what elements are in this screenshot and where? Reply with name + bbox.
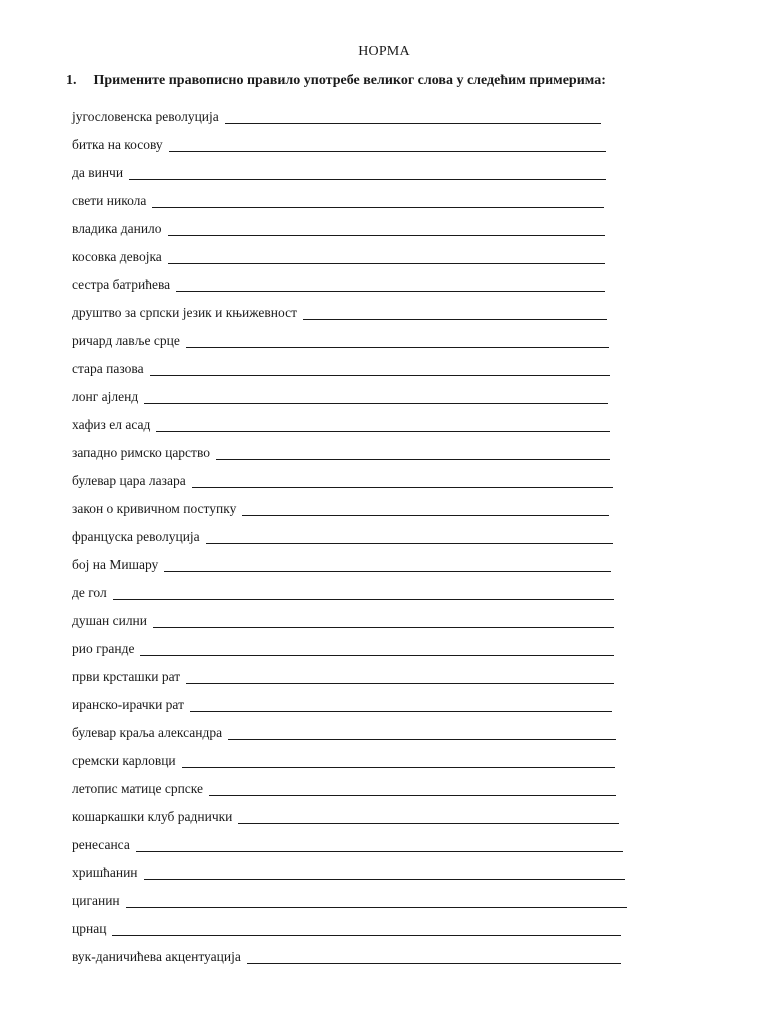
exercise-row [72,884,632,912]
answer-line[interactable] [186,330,609,348]
exercise-list [72,100,632,968]
answer-line[interactable] [156,414,610,432]
answer-line[interactable] [164,554,611,572]
exercise-row [72,912,632,940]
exercise-term: циганин [72,893,120,908]
answer-line[interactable] [176,274,605,292]
page-title: НОРМА [358,44,410,59]
answer-line[interactable] [140,638,614,656]
exercise-term: хафиз ел асад [72,417,151,432]
answer-line[interactable] [182,750,615,768]
exercise-row [72,660,632,688]
exercise-row [72,604,632,632]
answer-line[interactable] [238,806,619,824]
exercise-term: булевар цара лазара [72,473,186,488]
answer-line[interactable] [186,666,614,684]
exercise-row [72,828,632,856]
exercise-term: први крсташки рат [72,669,181,684]
answer-line[interactable] [228,722,616,740]
exercise-term: сремски карловци [72,753,176,768]
exercise-term: западно римско царство [72,445,210,460]
exercise-term: ренесанса [72,837,130,852]
exercise-row [72,800,632,828]
answer-line[interactable] [168,218,605,236]
answer-line[interactable] [129,162,606,180]
exercise-row [72,940,632,968]
exercise-row [72,268,632,296]
answer-line[interactable] [153,610,614,628]
answer-line[interactable] [209,778,616,796]
answer-line[interactable] [152,190,604,208]
exercise-term: хришћанин [72,865,138,880]
exercise-row [72,772,632,800]
answer-line[interactable] [192,470,613,488]
exercise-row [72,716,632,744]
exercise-term: вук-даничићева акцентуација [72,949,241,964]
exercise-row [72,324,632,352]
exercise-term: црнац [72,921,107,936]
exercise-term: бој на Мишару [72,557,159,572]
answer-line[interactable] [247,946,621,964]
exercise-term: југословенска револуција [72,109,219,124]
exercise-term: француска револуција [72,529,200,544]
answer-line[interactable] [303,302,607,320]
exercise-row [72,520,632,548]
exercise-term: летопис матице српске [72,781,203,796]
exercise-row [72,576,632,604]
exercise-row [72,464,632,492]
exercise-row [72,352,632,380]
answer-line[interactable] [216,442,610,460]
exercise-row [72,744,632,772]
exercise-row [72,240,632,268]
exercise-term: свети никола [72,193,147,208]
task-instruction [66,73,606,89]
task-number: 1. [66,73,77,88]
exercise-row [72,156,632,184]
exercise-row [72,856,632,884]
exercise-row [72,632,632,660]
exercise-term: косовка девојка [72,249,162,264]
answer-line[interactable] [242,498,609,516]
exercise-term: закон о кривичном поступку [72,501,237,516]
task-text: Примените правописно правило употребе великог слова у следећим примерима: [93,73,606,88]
answer-line[interactable] [150,358,610,376]
exercise-term: стара пазова [72,361,144,376]
exercise-row [72,212,632,240]
exercise-row [72,296,632,324]
exercise-row [72,436,632,464]
exercise-term: сестра батрићева [72,277,171,292]
exercise-term: булевар краља александра [72,725,223,740]
answer-line[interactable] [136,834,623,852]
exercise-row [72,548,632,576]
exercise-term: друштво за српски језик и књижевност [72,305,297,320]
exercise-term: иранско-ирачки рат [72,697,184,712]
answer-line[interactable] [206,526,613,544]
exercise-term: битка на косову [72,137,163,152]
answer-line[interactable] [112,918,621,936]
exercise-term: де гол [72,585,107,600]
exercise-term: ричард лавље срце [72,333,180,348]
answer-line[interactable] [168,246,605,264]
answer-line[interactable] [144,386,608,404]
exercise-row [72,380,632,408]
answer-line[interactable] [144,862,625,880]
exercise-row [72,688,632,716]
exercise-row [72,408,632,436]
answer-line[interactable] [113,582,614,600]
exercise-term: лонг ајленд [72,389,139,404]
exercise-term: владика данило [72,221,162,236]
answer-line[interactable] [126,890,627,908]
exercise-row [72,184,632,212]
exercise-term: да винчи [72,165,124,180]
exercise-term: кошаркашки клуб раднички [72,809,233,824]
answer-line[interactable] [190,694,612,712]
exercise-row [72,492,632,520]
exercise-row [72,100,632,128]
answer-line[interactable] [225,106,601,124]
answer-line[interactable] [169,134,606,152]
exercise-term: рио гранде [72,641,135,656]
exercise-row [72,128,632,156]
exercise-term: душан силни [72,613,148,628]
